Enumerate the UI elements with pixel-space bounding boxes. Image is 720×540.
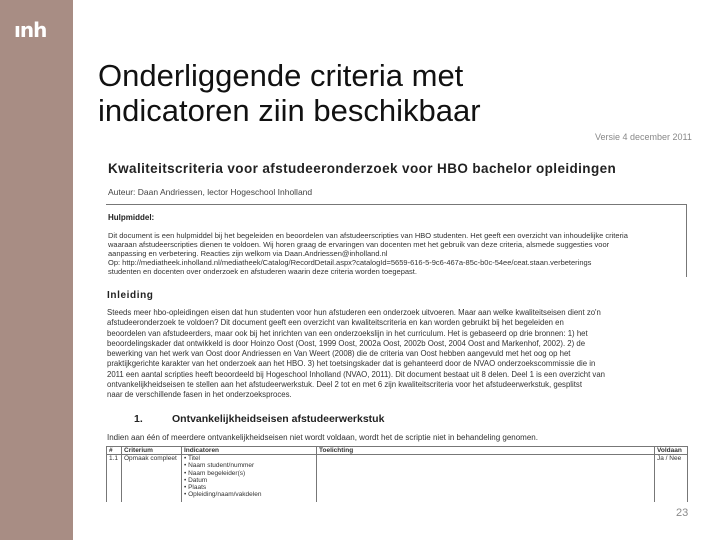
hulpmiddel-line: aanpassing en verbetering. Reacties zijn welkom via Daan.Andriessen@inholland.nl <box>108 249 388 258</box>
slide-title <box>98 58 618 128</box>
hulpmiddel-text <box>108 231 683 276</box>
inleiding-heading: Inleiding <box>107 290 154 301</box>
inleiding-line: beoordelingskader dat ontwikkeld is door Hoinzo Oost (Oost, 1999 Oost, 2002a Oost, 2002b Oost, 2004 Oost and Markenhof, 2002). 2) de <box>107 338 586 348</box>
section-1-title: Ontvankelijkheidseisen afstudeerwerkstuk <box>172 413 385 425</box>
table-header-voldaan: Voldaan <box>655 447 688 455</box>
table-cell-toelichting <box>317 455 655 503</box>
table-cell-num: 1.1 <box>107 455 122 503</box>
table-header-row <box>107 447 688 455</box>
document-excerpt <box>100 150 692 502</box>
indicator-item: • Naam student/nummer <box>184 462 255 470</box>
criteria-table <box>106 446 688 502</box>
inleiding-line: praktijkgerichte karakter van het onderzoek aan het HBO. 3) het toetsingskader dat is gehanteerd door de NVAO onderzoekscommissie die in <box>107 359 596 369</box>
section-1-note: Indien aan één of meerdere ontvankelijkheidseisen niet wordt voldaan, wordt het de scriptie niet in behandeling genomen. <box>107 433 538 442</box>
inleiding-line: naar de verschillende fasen in het onderzoeksproces. <box>107 390 292 400</box>
inleiding-line: Steeds meer hbo-opleidingen eisen dat hun studenten voor hun afstuderen een onderzoek uitvoeren. Maar aan welke kwaliteitseisen dient zo'n <box>107 308 601 317</box>
table-cell-criterium: Opmaak compleet <box>122 455 182 503</box>
version-label: Versie 4 december 2011 <box>595 132 692 142</box>
table-cell-indicatoren <box>182 455 317 503</box>
table-header-criterium: Criterium <box>122 447 182 455</box>
indicator-item: • Naam begeleider(s) <box>184 469 246 477</box>
section-1-number: 1. <box>134 413 143 425</box>
table-row <box>107 455 688 503</box>
table-header-toelichting: Toelichting <box>317 447 655 455</box>
table-cell-voldaan: Ja / Nee <box>655 455 688 503</box>
hulpmiddel-line: Op: http://mediatheek.inholland.nl/mediatheek/Catalog/RecordDetail.aspx?catalogId=5659-616-5-9c6-467a-85c-b0c-54ee/ceat.staan.verbeterings <box>108 258 592 267</box>
slide-title-line-1: Onderliggende criteria met <box>98 58 464 93</box>
inleiding-line: ontvankelijkheidseisen te stellen aan het afstudeerwerkstuk. Deel 2 tot en met 6 zijn kwaliteitscriteria voor het afstudeerwerkstuk, gesplitst <box>107 380 582 390</box>
table-header-num: # <box>107 447 122 455</box>
hulpmiddel-line: waaraan afstudeerscripties dienen te voldoen. Wij horen graag de ervaringen van docenten met het gebruik van deze criteria, alsmede suggesties voor <box>108 240 610 249</box>
slide-title-line-2: indicatoren ziin beschikbaar <box>98 93 481 128</box>
hulpmiddel-box <box>106 204 687 277</box>
indicator-item: • Titel <box>184 455 201 462</box>
document-title: Kwaliteitscriteria voor afstudeeronderzoek voor HBO bachelor opleidingen <box>108 161 617 176</box>
document-author: Auteur: Daan Andriessen, lector Hogeschool Inholland <box>108 187 313 197</box>
inleiding-line: beoordelen van afstudeerders, maar ook bij het inrichten van een onderzoekslijn in het curriculum. Het is gebaseerd op drie bronnen: 1) het <box>107 328 588 338</box>
inleiding-line: bewerking van het werk van Oost door Andriessen en Van Weert (2008) die de criteria van Oost hebben aangevuld met het oog op het <box>107 349 571 359</box>
inleiding-line: 2011 een aantal scripties heeft beoordeeld bij Hogeschool Inholland (NVAO, 2011). Dit document bestaat uit 8 delen. Deel 1 is een overzicht van <box>107 369 606 379</box>
hulpmiddel-line: studenten en docenten over onderzoek en afstuderen waarin deze criteria worden toegepast. <box>108 267 417 276</box>
hulpmiddel-line: Dit document is een hulpmiddel bij het begeleiden en beoordelen van afstudeerscripties van HBO studenten. Het geeft een overzicht van inhoudelijke criteria <box>108 231 628 240</box>
inleiding-line: afstudeeronderzoek te voldoen? Dit document geeft een overzicht van kwaliteitscriteria en kan worden gebruikt bij het begeleiden en <box>107 318 564 328</box>
table-header-indicatoren: Indicatoren <box>182 447 317 455</box>
indicator-item: • Opleiding/naam/vakdelen <box>184 491 262 499</box>
inleiding-paragraph <box>107 308 687 401</box>
brand-sidebar <box>0 0 73 540</box>
section-1-heading <box>134 413 384 425</box>
indicator-item: • Datum <box>184 476 208 484</box>
hulpmiddel-label: Hulpmiddel: <box>108 213 155 222</box>
inholland-logo: ınh <box>14 18 47 42</box>
indicator-item: • Plaats <box>184 484 207 492</box>
page-number: 23 <box>676 507 689 519</box>
